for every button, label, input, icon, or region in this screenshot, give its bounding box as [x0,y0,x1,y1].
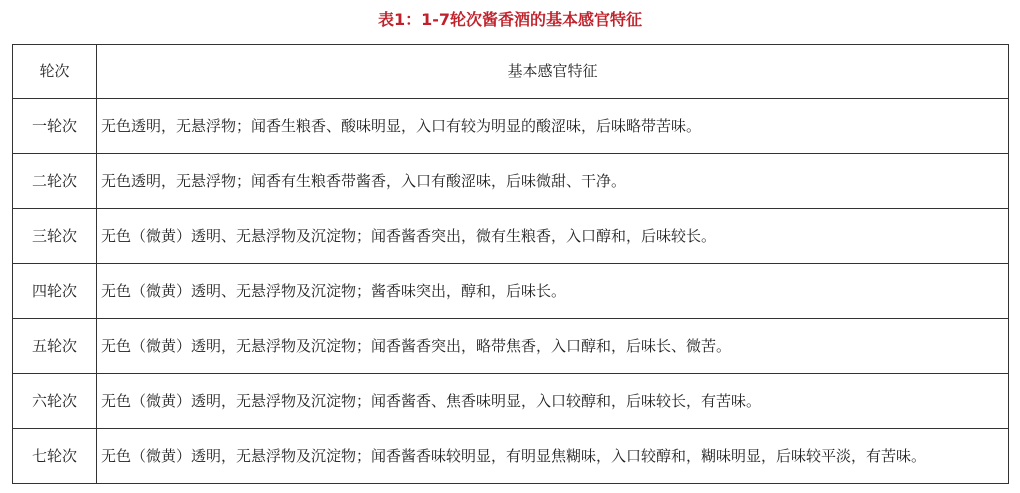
features-cell: 无色（微黄）透明、无悬浮物及沉淀物；闻香酱香突出，微有生粮香，入口醇和，后味较长。 [97,209,1009,264]
features-cell: 无色（微黄）透明、无悬浮物及沉淀物；酱香味突出，醇和，后味长。 [97,264,1009,319]
features-cell: 无色（微黄）透明，无悬浮物及沉淀物；闻香酱香、焦香味明显，入口较醇和，后味较长，有苦味。 [97,374,1009,429]
table-row [13,209,1009,264]
header-round: 轮次 [13,45,97,99]
table-body [13,99,1009,484]
round-cell: 四轮次 [13,264,97,319]
round-cell: 三轮次 [13,209,97,264]
features-cell: 无色（微黄）透明，无悬浮物及沉淀物；闻香酱香味较明显，有明显焦糊味，入口较醇和，糊味明显，后味较平淡，有苦味。 [97,429,1009,484]
features-cell: 无色透明，无悬浮物；闻香有生粮香带酱香，入口有酸涩味，后味微甜、干净。 [97,154,1009,209]
header-row [13,45,1009,99]
table-row [13,319,1009,374]
round-cell: 二轮次 [13,154,97,209]
table-row [13,374,1009,429]
round-cell: 六轮次 [13,374,97,429]
table-row [13,99,1009,154]
round-cell: 一轮次 [13,99,97,154]
header-features: 基本感官特征 [97,45,1009,99]
table-row [13,264,1009,319]
table-caption: 表1：1-7轮次酱香酒的基本感官特征 [377,10,643,29]
table-row [13,154,1009,209]
sensory-table [12,44,1009,484]
round-cell: 五轮次 [13,319,97,374]
round-cell: 七轮次 [13,429,97,484]
features-cell: 无色（微黄）透明，无悬浮物及沉淀物；闻香酱香突出，略带焦香，入口醇和，后味长、微苦。 [97,319,1009,374]
features-cell: 无色透明，无悬浮物；闻香生粮香、酸味明显，入口有较为明显的酸涩味，后味略带苦味。 [97,99,1009,154]
table-header [13,45,1009,99]
table-row [13,429,1009,484]
